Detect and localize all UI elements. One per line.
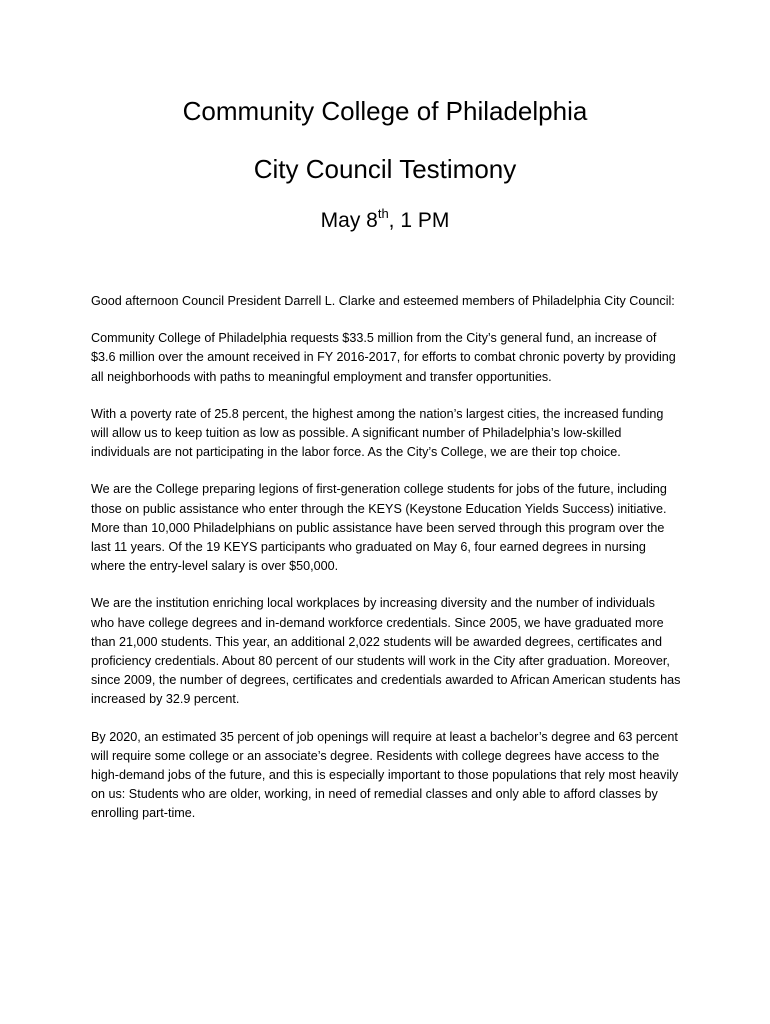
date-superscript: th <box>377 206 389 221</box>
paragraph-greeting: Good afternoon Council President Darrell L. Clarke and esteemed members of Philadelphia City Council: <box>91 294 675 308</box>
paragraph-workforce-diversity: We are the institution enriching local workplaces by increasing diversity and the number of individuals who have college degrees and in-demand workforce credentials. Since 2005, we have graduated more than 21,000 students. This year, an additional 2,022 students will be awarded degrees, certificates and proficiency credentials. About 80 percent of our students will work in the City after graduation. Moreover, since 2009, the number of degrees, certificates and credentials awarded to African American students has increased by 32.9 percent. <box>91 596 681 707</box>
document-title: Community College of Philadelphia <box>182 96 588 126</box>
testimony-date <box>0 206 770 236</box>
testimony-body <box>91 292 681 842</box>
document-subtitle: City Council Testimony <box>253 154 517 184</box>
date-suffix: , 1 PM <box>388 209 450 232</box>
paragraph-job-openings: By 2020, an estimated 35 percent of job openings will require at least a bachelor’s degree and 63 percent will require some college or an associate’s degree. Residents with college degrees have access to the high-demand jobs of the future, and this is especially important to those populations that rely most heavily on us: Students who are older, working, in need of remedial classes and only able to afford classes by enrolling part-time. <box>91 729 679 821</box>
paragraph-keys-initiative: We are the College preparing legions of first-generation college students for jobs of the future, including those on public assistance who enter through the KEYS (Keystone Education Yields Success) initiative. More than 10,000 Philadelphians on public assistance have been served through this program over the last 11 years. Of the 19 KEYS participants who graduated on May 6, four earned degrees in nursing where the entry-level salary is over $50,000. <box>91 482 667 574</box>
paragraph-funding-request: Community College of Philadelphia requests $33.5 million from the City’s general fund, an increase of $3.6 million over the amount received in FY 2016-2017, for efforts to combat chronic poverty by providing all neighborhoods with paths to meaningful employment and transfer opportunities. <box>91 331 676 384</box>
date-prefix: May 8 <box>320 209 378 232</box>
paragraph-poverty-rate: With a poverty rate of 25.8 percent, the highest among the nation’s largest cities, the increased funding will allow us to keep tuition as low as possible. A significant number of Philadelphia’s low-skilled individuals are not participating in the labor force. As the City’s College, we are their top choice. <box>91 406 664 460</box>
